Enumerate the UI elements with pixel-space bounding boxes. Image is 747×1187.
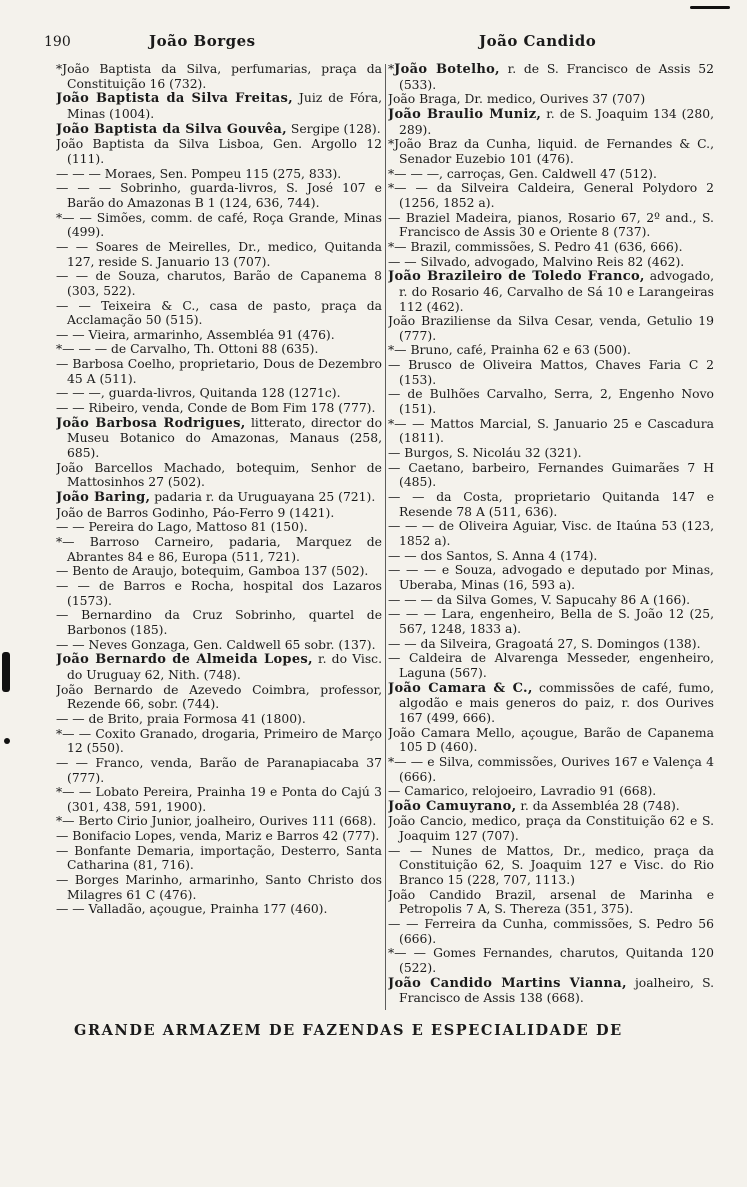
entry-marker: * [56,726,63,741]
directory-entry [388,137,714,166]
directory-entry [56,785,382,814]
entry-text: João Bernardo de Azevedo Coimbra, professor, Rezende 66, sobr. (744). [56,682,382,712]
entry-name: João Candido Martins Vianna, [388,975,627,991]
entry-text: r. da Assembléa 28 (748). [516,798,680,813]
directory-entry [56,342,382,357]
directory-entry [388,446,714,461]
entry-text: — Bonifacio Lopes, venda, Mariz e Barros 42 (777). [56,829,380,844]
entry-text: — — Nunes de Mattos, Dr., medico, praça da Constituição 62, S. Joaquim 127 e Visc. do Rio Branco 15 (228, 707, 1113.) [388,843,714,888]
directory-entry [56,490,382,506]
directory-entry [388,269,714,314]
directory-entry [388,637,714,652]
entry-name: João Camara & C., [388,680,533,696]
directory-entry [56,137,382,166]
entry-name: João Brazileiro de Toledo Franco, [388,269,645,285]
entry-name: João Braulio Muniz, [388,106,542,122]
entry-marker: * [388,416,395,431]
entry-text: r. do Visc. do Uruguay 62, Nith. (748). [67,652,382,682]
directory-entry [388,343,714,358]
directory-entry [388,211,714,240]
directory-entry [56,902,382,917]
entry-text: — — e Silva, commissões, Ourives 167 e Valença 4 (666). [394,754,714,784]
entry-text: — Berto Cirio Junior, joalheiro, Ourives 111 (668). [62,814,377,829]
directory-entry [56,62,382,91]
entry-text: — — — da Silva Gomes, V. Sapucahy 86 A (166). [388,592,691,607]
entry-text: — — de Brito, praia Formosa 41 (1800). [56,711,306,726]
directory-entry [388,107,714,137]
entry-text: — — —, guarda-livros, Quitanda 128 (1271c). [56,386,341,401]
entry-name: João Botelho, [394,62,500,77]
directory-entry [56,683,382,712]
directory-entry [56,844,382,873]
entry-name: João Camuyrano, [388,798,517,814]
directory-entry [388,62,714,92]
directory-entry [388,358,714,387]
directory-entry [56,638,382,653]
entry-text: — — — Lara, engenheiro, Bella de S. João 12 (25, 567, 1248, 1833 a). [388,607,714,636]
directory-entry [56,712,382,727]
directory-entry [56,357,382,386]
directory-entry [56,167,382,182]
entry-text: — — — de Oliveira Aguiar, Visc. de Itaúna 53 (123, 1852 a). [388,519,714,548]
left-running-title: João Borges [149,32,256,50]
ink-speck [4,738,10,744]
directory-entry [388,888,714,917]
entry-text: — — Mattos Marcial, S. Januario 25 e Cascadura (1811). [394,416,714,446]
entry-text: — de Bulhões Carvalho, Serra, 2, Engenho Novo (151). [388,387,714,417]
directory-entry [56,535,382,564]
entry-text: — — Pereira do Lago, Mattoso 81 (150). [56,520,308,535]
directory-entry [56,520,382,535]
directory-entry [388,92,714,107]
directory-entry [56,401,382,416]
directory-entry [388,726,714,755]
entry-text: — — — e Souza, advogado e deputado por Minas, Uberaba, Minas (16, 593 a). [388,563,714,592]
entry-text: — Caetano, barbeiro, Fernandes Guimarães 7 H (485). [388,460,714,490]
directory-entry [56,328,382,343]
directory-entry [56,756,382,785]
directory-entry [388,651,714,680]
directory-entry [56,506,382,521]
entry-marker: * [388,62,395,76]
entry-text: João Braga, Dr. medico, Ourives 37 (707) [388,92,646,107]
directory-entry [388,519,714,548]
column-divider [385,64,386,1010]
entry-text: Sergipe (128). [286,121,381,136]
entry-text: — Barbosa Coelho, proprietario, Dous de Dezembro 45 A (511). [56,357,382,386]
directory-entry [56,416,382,461]
entry-text: — Borges Marinho, armarinho, Santo Christo dos Milagres 61 C (476). [56,873,382,902]
directory-entry [388,593,714,608]
directory-entry [388,563,714,592]
directory-entry [56,579,382,608]
entry-text: João Camara Mello, açougue, Barão de Capanema 105 D (460). [388,725,714,755]
directory-entry [56,652,382,682]
entry-text: João Braziliense da Silva Cesar, venda, Getulio 19 (777). [388,314,714,343]
ink-speck [690,6,730,9]
entry-text: — — Coxito Granado, drogaria, Primeiro de Março 12 (550). [62,726,382,756]
entry-marker: * [56,814,63,829]
entry-text: — — de Barros e Rocha, hospital dos Lazaros (1573). [56,578,382,608]
entry-marker: * [388,239,395,254]
entry-text: — — dos Santos, S. Anna 4 (174). [388,548,598,563]
right-running-title: João Candido [479,32,597,50]
entry-text: r. de S. Francisco de Assis 52 (533). [399,62,714,92]
page-number: 190 [44,34,71,50]
directory-entry [56,564,382,579]
entry-text: João Candido Brazil, arsenal de Marinha e Petropolis 7 A, S. Thereza (351, 375). [388,887,714,917]
entry-text: — Bruno, café, Prainha 62 e 63 (500). [394,343,631,358]
directory-entry [56,299,382,328]
directory-entry [56,269,382,298]
entry-text: — Bernardino da Cruz Sobrinho, quartel de Barbonos (185). [56,608,382,637]
entry-text: — Burgos, S. Nicoláu 32 (321). [388,446,582,461]
directory-entry [56,461,382,490]
directory-entry [56,386,382,401]
footer-advertisement: GRANDE ARMAZEM DE FAZENDAS E ESPECIALIDADE DE [74,1022,623,1039]
entry-text: — — Soares de Meirelles, Dr., medico, Quitanda 127, reside S. Januario 13 (707). [56,239,382,269]
directory-entry [388,814,714,843]
entry-text: — — da Silveira, Gragoatá 27, S. Domingos (138). [388,636,701,651]
directory-entry [388,755,714,784]
entry-text: litterato, director do Museu Botanico do Amazonas, Manaus (258, 685). [67,415,382,461]
entry-text: João Cancio, medico, praça da Constituição 62 e S. Joaquim 127 (707). [388,814,714,844]
directory-entry [388,255,714,270]
entry-text: — — Franco, venda, Barão de Paranapiacaba 37 (777). [56,755,382,785]
entry-text: — Caldeira de Alvarenga Messeder, engenheiro, Laguna (567). [388,651,714,680]
entry-text: João de Barros Godinho, Páo-Ferro 9 (1421). [56,505,335,520]
page-header [44,30,716,56]
entry-text: — — Silvado, advogado, Malvino Reis 82 (462). [388,254,685,269]
entry-text: — — Vieira, armarinho, Assembléa 91 (476). [56,327,335,342]
directory-entry [388,799,714,815]
directory-entry [388,240,714,255]
directory-entry [56,608,382,637]
entry-text: — — Gomes Fernandes, charutos, Quitanda 120 (522). [394,946,714,976]
directory-entry [388,607,714,636]
entry-text: — — — de Carvalho, Th. Ottoni 88 (635). [62,342,319,357]
entry-text: padaria r. da Uruguayana 25 (721). [150,490,376,505]
entry-text: commissões de café, fumo, algodão e mais generos do paiz, r. dos Ourives 167 (499, 666). [399,680,714,725]
directory-entry [56,829,382,844]
directory-entry [56,122,382,138]
entry-marker: * [56,342,63,357]
directory-entry [388,549,714,564]
entry-text: João Baptista da Silva Lisboa, Gen. Argollo 12 (111). [56,137,382,166]
right-column [388,62,714,1012]
directory-entry [56,211,382,240]
directory-entry [56,181,382,210]
entry-text: joalheiro, S. Francisco de Assis 138 (668). [399,975,714,1006]
directory-entry [388,946,714,975]
entry-marker: * [56,62,63,76]
entry-text: João Baptista da Silva, perfumarias, praça da Constituição 16 (732). [62,62,382,91]
entry-text: — — Ribeiro, venda, Conde de Bom Fim 178 (777). [56,401,376,416]
directory-entry [388,387,714,416]
entry-marker: * [388,754,395,769]
directory-entry [388,844,714,888]
entry-text: — Camarico, relojoeiro, Lavradio 91 (668). [388,784,657,799]
entry-text: — Barroso Carneiro, padaria, Marquez de Abrantes 84 e 86, Europa (511, 721). [62,535,382,564]
directory-entry [388,167,714,182]
directory-entry [388,314,714,343]
entry-text: — — — Moraes, Sen. Pompeu 115 (275, 833). [56,166,342,181]
entry-name: João Bernardo de Almeida Lopes, [56,652,313,668]
entry-text: — — Valladão, açougue, Prainha 177 (460). [56,902,328,917]
left-column [56,62,382,1012]
entry-marker: * [388,166,395,181]
entry-marker: * [388,137,395,152]
directory-entry [388,784,714,799]
entry-name: João Baring, [56,490,151,506]
entry-name: João Barbosa Rodrigues, [56,415,246,431]
entry-text: — Braziel Madeira, pianos, Rosario 67, 2º and., S. Francisco de Assis 30 e Oriente 8 (737). [388,210,714,240]
entry-text: — — Lobato Pereira, Prainha 19 e Ponta do Cajú 3 (301, 438, 591, 1900). [62,785,382,814]
ink-speck [2,652,10,692]
directory-entry [56,91,382,121]
directory-entry [388,917,714,946]
entry-marker: * [56,785,63,800]
entry-text: João Braz da Cunha, liquid. de Fernandes & C., Senador Euzebio 101 (476). [394,137,714,166]
directory-entry [56,240,382,269]
directory-entry [388,681,714,726]
directory-entry [388,181,714,210]
entry-text: — Bonfante Demaria, importação, Desterro, Santa Catharina (81, 716). [56,843,382,873]
entry-marker: * [388,343,395,358]
directory-entry [388,490,714,519]
entry-marker: * [56,535,63,549]
entry-text: — Brusco de Oliveira Mattos, Chaves Faria C 2 (153). [388,358,714,387]
entry-text: — — Ferreira da Cunha, commissões, S. Pedro 56 (666). [388,917,714,946]
entry-text: — — — Sobrinho, guarda-livros, S. José 107 e Barão do Amazonas B 1 (124, 636, 744). [56,181,382,210]
entry-text: — Brazil, commissões, S. Pedro 41 (636, 666). [394,239,683,254]
entry-text: r. de S. Joaquim 134 (280, 289). [399,106,714,137]
entry-text: — — Teixeira & C., casa de pasto, praça da Acclamação 50 (515). [56,298,382,328]
entry-name: João Baptista da Silva Freitas, [56,91,293,107]
entry-text: — — da Costa, proprietario Quitanda 147 e Resende 78 A (511, 636). [388,490,714,519]
entry-name: João Baptista da Silva Gouvêa, [56,121,287,137]
entry-text: Juiz de Fóra, Minas (1004). [67,91,382,121]
directory-entry [56,814,382,829]
entry-text: João Barcellos Machado, botequim, Senhor de Mattosinhos 27 (502). [56,460,382,490]
entry-text: — — —, carroças, Gen. Caldwell 47 (512). [394,166,657,181]
entry-text: — — da Silveira Caldeira, General Polydoro 2 (1256, 1852 a). [394,181,714,210]
entry-text: — — Simões, comm. de café, Roça Grande, Minas (499). [62,210,382,240]
entry-marker: * [388,946,395,961]
entry-text: — — de Souza, charutos, Barão de Capanema 8 (303, 522). [56,269,382,298]
directory-entry [56,873,382,902]
directory-entry [56,727,382,756]
entry-text: — Bento de Araujo, botequim, Gamboa 137 (502). [56,564,369,579]
entry-text: — — Neves Gonzaga, Gen. Caldwell 65 sobr. (137). [56,637,376,652]
directory-entry [388,976,714,1006]
directory-entry [388,461,714,490]
directory-entry [388,417,714,446]
entry-marker: * [56,210,63,225]
entry-marker: * [388,181,395,196]
entry-text: advogado, r. do Rosario 46, Carvalho de Sá 10 e Larangeiras 112 (462). [399,269,714,314]
